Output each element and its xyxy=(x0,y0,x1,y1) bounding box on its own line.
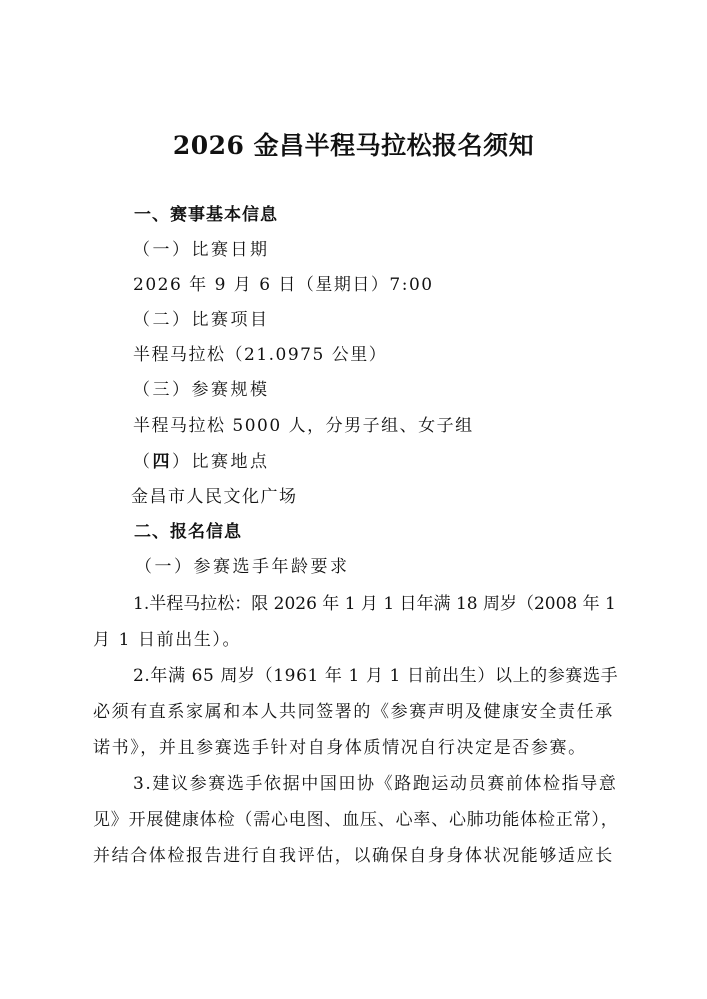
section-heading-basic-info: 一、赛事基本信息 xyxy=(134,205,278,225)
age-item-1-line-2: 月 1 日前出生）。 xyxy=(93,630,242,650)
race-venue-value: 金昌市人民文化广场 xyxy=(131,487,298,507)
subheading-race-scale: （三）参赛规模 xyxy=(133,380,270,400)
age-item-3-line-3: 并结合体检报告进行自我评估，以确保自身身体状况能够适应长 xyxy=(93,846,614,866)
venue-label-bold: 四 xyxy=(152,452,172,472)
section-heading-registration: 二、报名信息 xyxy=(134,522,242,542)
subheading-age-requirement: （一）参赛选手年龄要求 xyxy=(135,557,350,577)
age-item-1-line-1: 1.半程马拉松：限 2026 年 1 月 1 日年满 18 周岁（2008 年 1 xyxy=(133,594,616,614)
page-title: 2026 金昌半程马拉松报名须知 xyxy=(172,131,535,160)
subheading-race-event: （二）比赛项目 xyxy=(133,310,270,330)
race-event-value: 半程马拉松（21.0975 公里） xyxy=(133,345,388,365)
age-item-3-line-1: 3.建议参赛选手依据中国田协《路跑运动员赛前体检指导意 xyxy=(133,774,618,794)
age-item-2-line-3: 诺书》，并且参赛选手针对自身体质情况自行决定是否参赛。 xyxy=(93,738,587,758)
race-date-value: 2026 年 9 月 6 日（星期日）7:00 xyxy=(133,275,434,295)
race-scale-value: 半程马拉松 5000 人，分男子组、女子组 xyxy=(133,416,474,436)
age-item-2-line-2: 必须有直系家属和本人共同签署的《参赛声明及健康安全责任承 xyxy=(93,702,614,722)
venue-label-open: （ xyxy=(133,452,153,472)
age-item-2-line-1: 2.年满 65 周岁（1961 年 1 月 1 日前出生）以上的参赛选手 xyxy=(133,666,619,686)
subheading-race-venue xyxy=(133,450,270,474)
subheading-race-date: （一）比赛日期 xyxy=(133,240,270,260)
age-item-3-line-2: 见》开展健康体检（需心电图、血压、心率、心肺功能体检正常）， xyxy=(93,810,619,830)
venue-label-rest: ）比赛地点 xyxy=(172,452,270,472)
